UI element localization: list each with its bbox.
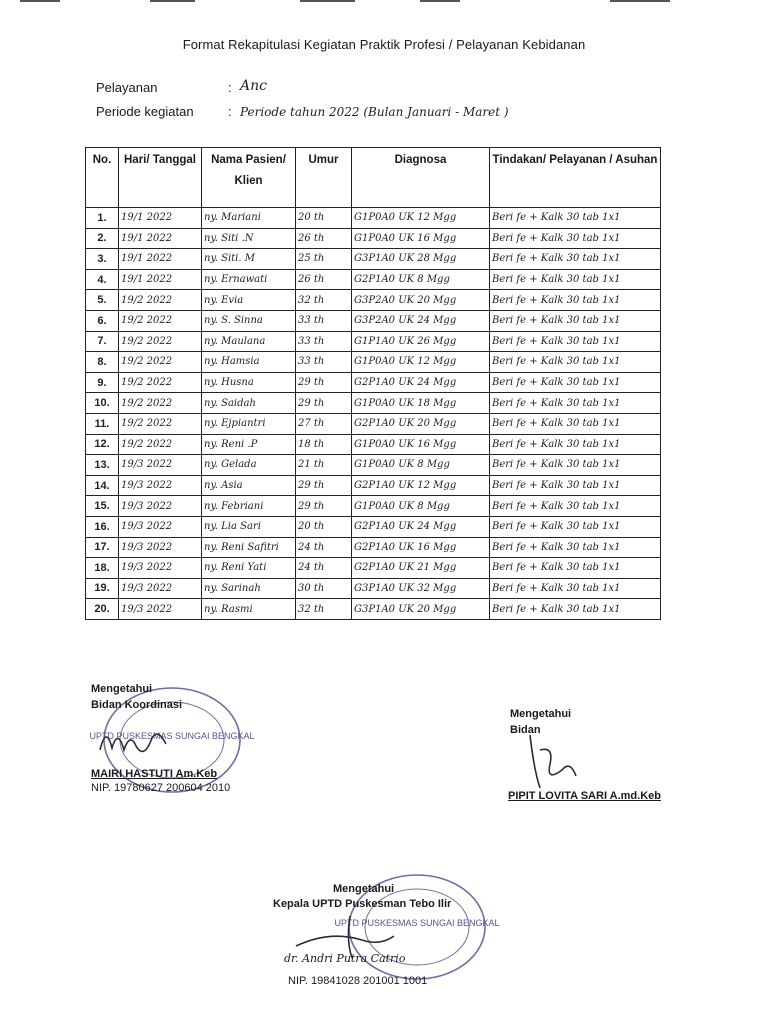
cell-umur: 18 th [296, 434, 352, 455]
cell-diagnosa: G1P0A0 UK 12 Mgg [352, 352, 490, 373]
cell-tanggal: 19/2 2022 [119, 393, 202, 414]
cell-umur: 33 th [296, 352, 352, 373]
cell-nama: ny. Gelada [202, 455, 296, 476]
cell-nama: ny. Sarinah [202, 578, 296, 599]
cell-diagnosa: G2P1A0 UK 8 Mgg [352, 269, 490, 290]
header-tindakan: Tindakan/ Pelayanan / Asuhan [490, 148, 661, 208]
cell-tindakan: Beri fe + Kalk 30 tab 1x1 [490, 372, 661, 393]
cell-diagnosa: G1P0A0 UK 18 Mgg [352, 393, 490, 414]
table-row [86, 455, 661, 476]
cell-nama: ny. Siti. M [202, 249, 296, 270]
cell-no: 14. [86, 475, 119, 496]
signature-right [510, 730, 590, 792]
cell-tanggal: 19/2 2022 [119, 352, 202, 373]
right-bidan: Bidan [510, 724, 541, 736]
cell-umur: 20 th [296, 516, 352, 537]
cell-tindakan: Beri fe + Kalk 30 tab 1x1 [490, 249, 661, 270]
cell-tindakan: Beri fe + Kalk 30 tab 1x1 [490, 352, 661, 373]
scan-edge-mark [300, 0, 355, 2]
table-row [86, 310, 661, 331]
cell-tanggal: 19/3 2022 [119, 516, 202, 537]
cell-no: 20. [86, 599, 119, 620]
cell-tindakan: Beri fe + Kalk 30 tab 1x1 [490, 269, 661, 290]
cell-nama: ny. Mariani [202, 208, 296, 229]
cell-diagnosa: G2P1A0 UK 24 Mgg [352, 372, 490, 393]
cell-tanggal: 19/1 2022 [119, 249, 202, 270]
cell-tindakan: Beri fe + Kalk 30 tab 1x1 [490, 496, 661, 517]
cell-umur: 24 th [296, 537, 352, 558]
cell-no: 4. [86, 269, 119, 290]
cell-diagnosa: G1P1A0 UK 26 Mgg [352, 331, 490, 352]
rekap-table [85, 147, 661, 620]
left-nip: NIP. 19780627 200604 2010 [91, 782, 231, 794]
cell-tindakan: Beri fe + Kalk 30 tab 1x1 [490, 475, 661, 496]
cell-diagnosa: G3P1A0 UK 32 Mgg [352, 578, 490, 599]
cell-no: 5. [86, 290, 119, 311]
table-row [86, 208, 661, 229]
table-row [86, 434, 661, 455]
cell-tanggal: 19/1 2022 [119, 269, 202, 290]
cell-no: 8. [86, 352, 119, 373]
cell-nama: ny. Evia [202, 290, 296, 311]
cell-umur: 32 th [296, 599, 352, 620]
cell-tanggal: 19/1 2022 [119, 228, 202, 249]
left-mengetahui: Mengetahui [91, 683, 153, 695]
cell-no: 9. [86, 372, 119, 393]
cell-nama: ny. Hamsia [202, 352, 296, 373]
cell-umur: 30 th [296, 578, 352, 599]
table-row [86, 228, 661, 249]
cell-diagnosa: G3P2A0 UK 24 Mgg [352, 310, 490, 331]
scan-edge-mark [150, 0, 195, 2]
cell-umur: 24 th [296, 558, 352, 579]
table-row [86, 475, 661, 496]
cell-diagnosa: G2P1A0 UK 24 Mgg [352, 516, 490, 537]
cell-tanggal: 19/3 2022 [119, 537, 202, 558]
left-bidan-koordinasi: Bidan Koordinasi [91, 699, 183, 711]
cell-no: 10. [86, 393, 119, 414]
cell-tindakan: Beri fe + Kalk 30 tab 1x1 [490, 516, 661, 537]
cell-tanggal: 19/2 2022 [119, 413, 202, 434]
document-title: Format Rekapitulasi Kegiatan Praktik Profesi / Pelayanan Kebidanan [182, 37, 586, 52]
table-row [86, 269, 661, 290]
table-row [86, 393, 661, 414]
cell-no: 17. [86, 537, 119, 558]
scan-edge-mark [420, 0, 460, 2]
cell-umur: 29 th [296, 372, 352, 393]
right-mengetahui: Mengetahui [510, 708, 572, 720]
cell-no: 11. [86, 413, 119, 434]
table-row [86, 372, 661, 393]
table-row [86, 290, 661, 311]
cell-nama: ny. Maulana [202, 331, 296, 352]
cell-tanggal: 19/3 2022 [119, 558, 202, 579]
cell-umur: 26 th [296, 228, 352, 249]
right-name: PIPIT LOVITA SARI A.md.Keb [508, 790, 661, 802]
cell-tindakan: Beri fe + Kalk 30 tab 1x1 [490, 537, 661, 558]
cell-nama: ny. Ernawati [202, 269, 296, 290]
cell-tanggal: 19/3 2022 [119, 599, 202, 620]
cell-nama: ny. Reni .P [202, 434, 296, 455]
cell-tanggal: 19/3 2022 [119, 475, 202, 496]
periode-value: Periode tahun 2022 (Bulan Januari - Maret ) [240, 105, 509, 119]
cell-diagnosa: G3P2A0 UK 20 Mgg [352, 290, 490, 311]
cell-diagnosa: G3P1A0 UK 28 Mgg [352, 249, 490, 270]
cell-tanggal: 19/3 2022 [119, 496, 202, 517]
cell-tanggal: 19/3 2022 [119, 578, 202, 599]
cell-diagnosa: G2P1A0 UK 12 Mgg [352, 475, 490, 496]
cell-diagnosa: G1P0A0 UK 8 Mgg [352, 455, 490, 476]
pelayanan-value: Anc [240, 78, 267, 94]
table-row [86, 413, 661, 434]
cell-no: 7. [86, 331, 119, 352]
cell-tindakan: Beri fe + Kalk 30 tab 1x1 [490, 331, 661, 352]
pelayanan-colon: : [228, 80, 232, 95]
cell-diagnosa: G2P1A0 UK 16 Mgg [352, 537, 490, 558]
cell-no: 18. [86, 558, 119, 579]
cell-tindakan: Beri fe + Kalk 30 tab 1x1 [490, 228, 661, 249]
cell-no: 12. [86, 434, 119, 455]
cell-tindakan: Beri fe + Kalk 30 tab 1x1 [490, 310, 661, 331]
stamp-left-text: UPTD PUSKESMAS SUNGAI BENGKAL [89, 731, 255, 741]
cell-umur: 33 th [296, 331, 352, 352]
cell-tindakan: Beri fe + Kalk 30 tab 1x1 [490, 558, 661, 579]
cell-nama: ny. Febriani [202, 496, 296, 517]
cell-no: 2. [86, 228, 119, 249]
header-no: No. [86, 148, 119, 208]
cell-diagnosa: G3P1A0 UK 20 Mgg [352, 599, 490, 620]
cell-diagnosa: G1P0A0 UK 12 Mgg [352, 208, 490, 229]
cell-tindakan: Beri fe + Kalk 30 tab 1x1 [490, 413, 661, 434]
cell-no: 3. [86, 249, 119, 270]
cell-umur: 21 th [296, 455, 352, 476]
cell-nama: ny. Ejpiantri [202, 413, 296, 434]
cell-tanggal: 19/2 2022 [119, 434, 202, 455]
cell-diagnosa: G1P0A0 UK 16 Mgg [352, 434, 490, 455]
cell-umur: 26 th [296, 269, 352, 290]
cell-nama: ny. Asia [202, 475, 296, 496]
pelayanan-label: Pelayanan [96, 80, 158, 95]
cell-tanggal: 19/3 2022 [119, 455, 202, 476]
cell-tanggal: 19/2 2022 [119, 290, 202, 311]
cell-diagnosa: G2P1A0 UK 21 Mgg [352, 558, 490, 579]
header-diagnosa: Diagnosa [352, 148, 490, 208]
cell-nama: ny. Lia Sari [202, 516, 296, 537]
bottom-kepala: Kepala UPTD Puskesman Tebo Ilir [273, 898, 452, 910]
cell-nama: ny. Saidah [202, 393, 296, 414]
cell-tindakan: Beri fe + Kalk 30 tab 1x1 [490, 578, 661, 599]
cell-no: 16. [86, 516, 119, 537]
left-name: MAIRI HASTUTI Am.Keb [91, 768, 218, 780]
cell-no: 13. [86, 455, 119, 476]
bottom-mengetahui: Mengetahui [333, 883, 395, 895]
cell-umur: 29 th [296, 496, 352, 517]
cell-umur: 33 th [296, 310, 352, 331]
cell-no: 19. [86, 578, 119, 599]
table-row [86, 496, 661, 517]
table-row [86, 558, 661, 579]
header-umur: Umur [296, 148, 352, 208]
table-row [86, 249, 661, 270]
cell-diagnosa: G1P0A0 UK 8 Mgg [352, 496, 490, 517]
cell-tindakan: Beri fe + Kalk 30 tab 1x1 [490, 455, 661, 476]
cell-umur: 29 th [296, 475, 352, 496]
cell-tanggal: 19/1 2022 [119, 208, 202, 229]
cell-tanggal: 19/2 2022 [119, 331, 202, 352]
table-row [86, 599, 661, 620]
cell-nama: ny. Reni Yati [202, 558, 296, 579]
cell-tindakan: Beri fe + Kalk 30 tab 1x1 [490, 290, 661, 311]
cell-no: 6. [86, 310, 119, 331]
cell-nama: ny. Siti .N [202, 228, 296, 249]
table-row [86, 537, 661, 558]
header-tanggal: Hari/ Tanggal [119, 148, 202, 208]
cell-diagnosa: G1P0A0 UK 16 Mgg [352, 228, 490, 249]
cell-nama: ny. Rasmi [202, 599, 296, 620]
cell-nama: ny. S. Sinna [202, 310, 296, 331]
cell-diagnosa: G2P1A0 UK 20 Mgg [352, 413, 490, 434]
cell-tindakan: Beri fe + Kalk 30 tab 1x1 [490, 208, 661, 229]
cell-nama: ny. Husna [202, 372, 296, 393]
cell-no: 1. [86, 208, 119, 229]
cell-umur: 29 th [296, 393, 352, 414]
cell-tindakan: Beri fe + Kalk 30 tab 1x1 [490, 393, 661, 414]
cell-no: 15. [86, 496, 119, 517]
cell-nama: ny. Reni Safitri [202, 537, 296, 558]
cell-umur: 27 th [296, 413, 352, 434]
header-nama: Nama Pasien/ Klien [202, 148, 296, 208]
table-row [86, 516, 661, 537]
scan-edge-mark [610, 0, 670, 2]
cell-umur: 32 th [296, 290, 352, 311]
table-header-row [86, 148, 661, 208]
cell-tindakan: Beri fe + Kalk 30 tab 1x1 [490, 434, 661, 455]
table-row [86, 331, 661, 352]
periode-colon: : [228, 104, 232, 119]
cell-tindakan: Beri fe + Kalk 30 tab 1x1 [490, 599, 661, 620]
cell-tanggal: 19/2 2022 [119, 310, 202, 331]
bottom-nip: NIP. 19841028 201001 1001 [288, 975, 428, 987]
periode-label: Periode kegiatan [96, 104, 194, 119]
cell-tanggal: 19/2 2022 [119, 372, 202, 393]
bottom-name: dr. Andri Putra Catrio [284, 952, 406, 965]
cell-umur: 20 th [296, 208, 352, 229]
signature-left [96, 720, 176, 765]
cell-umur: 25 th [296, 249, 352, 270]
table-row [86, 578, 661, 599]
stamp-bottom-text: UPTD PUSKESMAS SUNGAI BENGKAL [334, 918, 500, 928]
table-row [86, 352, 661, 373]
scan-edge-mark [20, 0, 60, 2]
